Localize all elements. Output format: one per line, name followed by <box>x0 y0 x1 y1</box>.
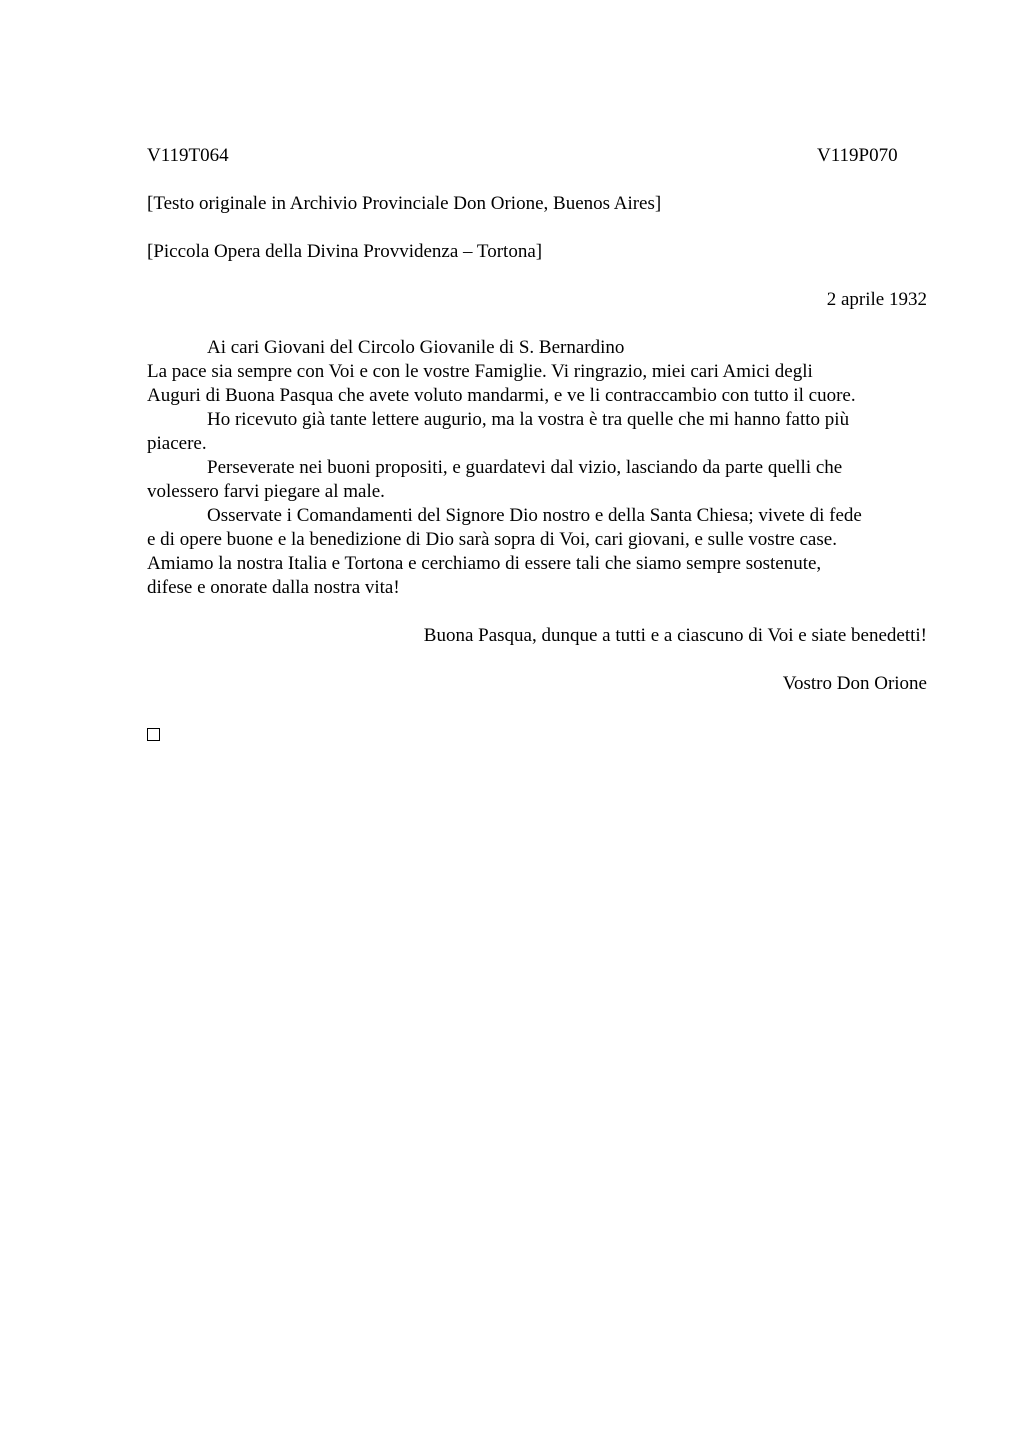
volume-code-left: V119T064 <box>147 145 229 166</box>
body-line: La pace sia sempre con Voi e con le vostre Famiglie. Vi ringrazio, miei cari Amici degli <box>147 361 813 382</box>
letter-date: 2 aprile 1932 <box>826 289 927 310</box>
body-line: piacere. <box>147 433 207 454</box>
salutation: Ai cari Giovani del Circolo Giovanile di S. Bernardino <box>207 337 625 358</box>
body-line: Auguri di Buona Pasqua che avete voluto mandarmi, e ve li contraccambio con tutto il cuore. <box>147 385 856 406</box>
closing-line: Buona Pasqua, dunque a tutti e a ciascuno di Voi e siate benedetti! <box>423 625 927 646</box>
document-codes <box>147 144 927 168</box>
body-line: e di opere buone e la benedizione di Dio sarà sopra di Voi, cari giovani, e sulle vostre case. <box>147 529 837 550</box>
body-line: volessero farvi piegare al male. <box>147 481 385 502</box>
body-line: Amiamo la nostra Italia e Tortona e cerchiamo di essere tali che siamo sempre sostenute, <box>147 553 822 574</box>
checkbox-square-icon <box>147 728 160 741</box>
volume-code-right: V119P070 <box>817 145 898 166</box>
signature: Vostro Don Orione <box>782 673 927 694</box>
body-line: Ho ricevuto già tante lettere augurio, ma la vostra è tra quelle che mi hanno fatto più <box>207 409 850 430</box>
letter-body <box>147 336 927 600</box>
body-line: Perseverate nei buoni propositi, e guardatevi dal vizio, lasciando da parte quelli che <box>207 457 843 478</box>
body-line: Osservate i Comandamenti del Signore Dio nostro e della Santa Chiesa; vivete di fede <box>207 505 862 526</box>
body-line: difese e onorate dalla nostra vita! <box>147 577 400 598</box>
source-note: [Testo originale in Archivio Provinciale Don Orione, Buenos Aires] <box>147 193 662 214</box>
document-page <box>147 144 927 741</box>
organization-note: [Piccola Opera della Divina Provvidenza – Tortona] <box>147 241 543 262</box>
